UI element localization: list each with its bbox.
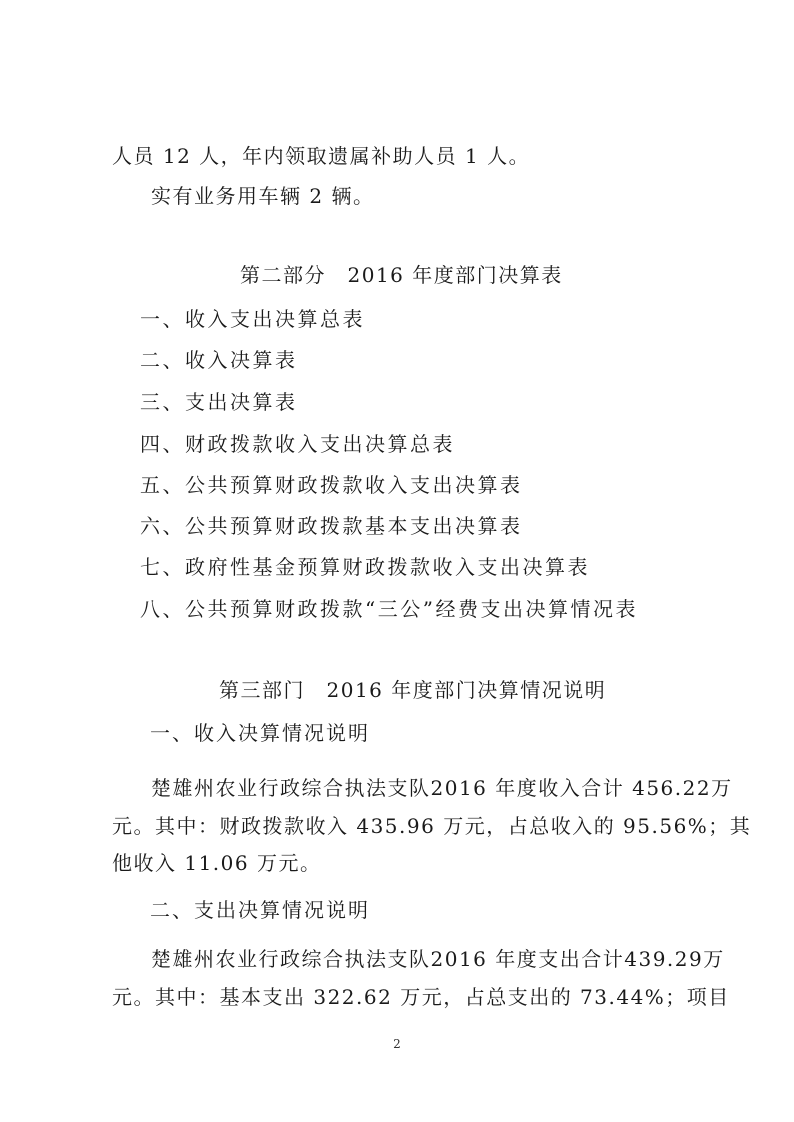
expense-paragraph-line-1: 楚雄州农业行政综合执法支队2016 年度支出合计439.29万 <box>151 947 725 971</box>
expense-heading: 二、支出决算情况说明 <box>150 898 370 922</box>
part2-title: 第二部分 2016 年度部门决算表 <box>240 263 563 287</box>
toc-item-6: 六、公共预算财政拨款基本支出决算表 <box>140 514 523 538</box>
toc-item-3: 三、支出决算表 <box>140 390 298 414</box>
toc-item-5: 五、公共预算财政拨款收入支出决算表 <box>140 473 523 497</box>
income-paragraph-line-1: 楚雄州农业行政综合执法支队2016 年度收入合计 456.22万 <box>151 776 733 800</box>
toc-item-4: 四、财政拨款收入支出决算总表 <box>140 432 455 456</box>
part3-title: 第三部门 2016 年度部门决算情况说明 <box>219 678 607 702</box>
toc-item-2: 二、收入决算表 <box>140 348 298 372</box>
page-number: 2 <box>393 1037 401 1051</box>
toc-item-7: 七、政府性基金预算财政拨款收入支出决算表 <box>140 555 590 579</box>
toc-item-8: 八、公共预算财政拨款“三公”经费支出决算情况表 <box>140 597 638 621</box>
staff-count-text: 人员 12 人，年内领取遗属补助人员 1 人。 <box>112 144 531 168</box>
income-paragraph-line-3: 他收入 11.06 万元。 <box>112 851 322 875</box>
income-paragraph-line-2: 元。其中：财政拨款收入 435.96 万元，占总收入的 95.56%；其 <box>112 814 752 838</box>
vehicle-count-text: 实有业务用车辆 2 辆。 <box>151 184 375 208</box>
income-heading: 一、收入决算情况说明 <box>150 721 370 745</box>
toc-item-1: 一、收入支出决算总表 <box>140 307 365 331</box>
expense-paragraph-line-2: 元。其中：基本支出 322.62 万元，占总支出的 73.44%；项目 <box>112 985 730 1009</box>
